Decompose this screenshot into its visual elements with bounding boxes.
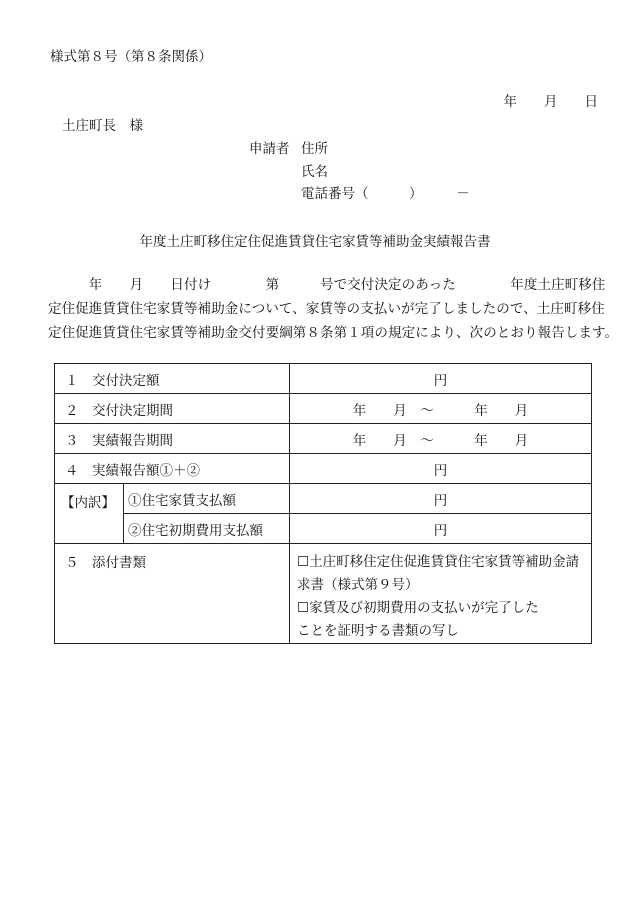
body-text-line: 定住促進賃貸住宅家賃等補助金について、家賃等の支払いが完了しましたので、土庄町移住 — [48, 301, 605, 317]
report-table — [54, 363, 592, 644]
address-label: 住所 — [301, 141, 328, 157]
date-line: 年 月 日 — [503, 94, 598, 110]
row-label: ②住宅初期費用支払額 — [124, 514, 290, 544]
table-row — [55, 514, 592, 544]
row-label: １ 交付決定額 — [55, 364, 290, 394]
grant-amount-field: 円 — [290, 364, 592, 394]
phone-label: 電話番号（ ） － — [301, 186, 470, 202]
table-row — [55, 544, 592, 644]
row-label: ２ 交付決定期間 — [55, 394, 290, 424]
row-label: ５ 添付書類 — [55, 544, 290, 644]
table-row — [55, 424, 592, 454]
breakdown-label: 【内訳】 — [55, 484, 124, 544]
form-number: 様式第８号（第８条関係） — [50, 49, 212, 65]
attachment-item: ☐家賃及び初期費用の支払いが完了した — [297, 600, 539, 616]
document-title: 年度土庄町移住定住促進賃貸住宅家賃等補助金実績報告書 — [139, 234, 491, 250]
table-row — [55, 364, 592, 394]
applicant-label: 申請者 — [249, 141, 290, 157]
rent-paid-field: 円 — [290, 484, 592, 514]
name-label: 氏名 — [301, 164, 328, 180]
report-period-field: 年 月 ～ 年 月 — [290, 424, 592, 454]
attachment-item: 求書（様式第９号） — [297, 577, 419, 593]
initial-cost-field: 円 — [290, 514, 592, 544]
grant-period-field: 年 月 ～ 年 月 — [290, 394, 592, 424]
attachment-item: ☐土庄町移住定住促進賃貸住宅家賃等補助金請 — [297, 554, 580, 570]
attachment-item: ことを証明する書類の写し — [297, 623, 459, 639]
row-label: ①住宅家賃支払額 — [124, 484, 290, 514]
row-label: ４ 実績報告額①＋② — [55, 454, 290, 484]
table-row — [55, 454, 592, 484]
table-row — [55, 394, 592, 424]
body-text-line: 定住促進賃貸住宅家賃等補助金交付要綱第８条第１項の規定により、次のとおり報告します。 — [48, 325, 619, 341]
report-amount-field: 円 — [290, 454, 592, 484]
body-text-line: 年 月 日付け 第 号で交付決定のあった 年度土庄町移住 — [48, 277, 606, 293]
table-row — [55, 484, 592, 514]
row-label: ３ 実績報告期間 — [55, 424, 290, 454]
addressee: 土庄町長 様 — [62, 118, 143, 134]
attachments-cell — [290, 544, 592, 644]
